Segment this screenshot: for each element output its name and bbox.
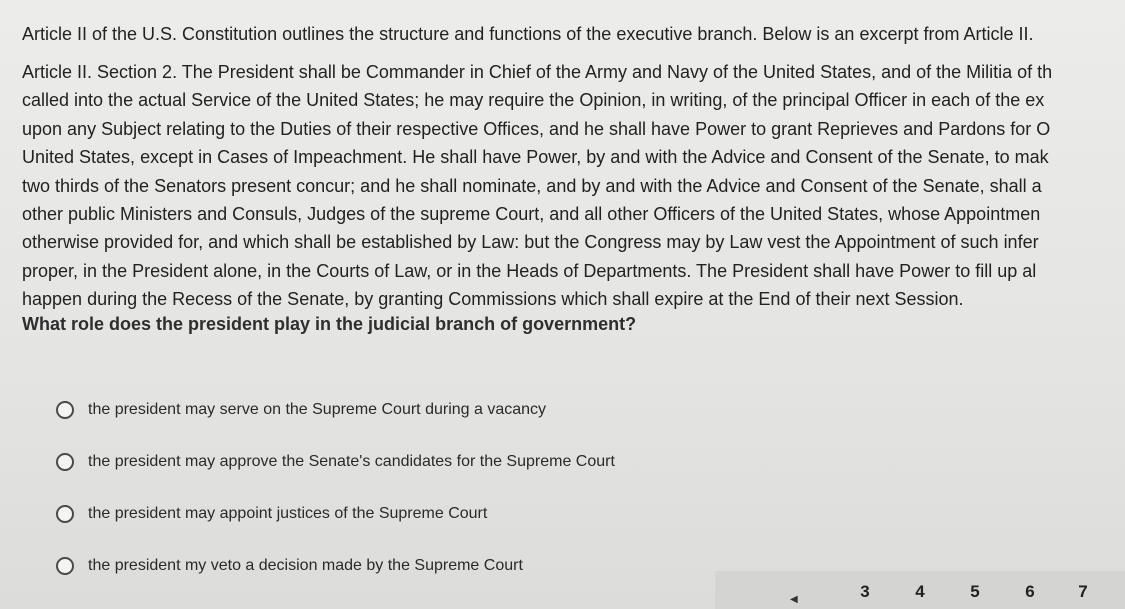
answer-option-1[interactable] — [56, 398, 546, 422]
answer-option-label: the president my veto a decision made by the Supreme Court — [88, 557, 523, 574]
excerpt-line: proper, in the President alone, in the Courts of Law, or in the Heads of Departments. The President shall have Power to fill up al — [22, 260, 1037, 281]
page-3-button[interactable]: 3 — [860, 582, 870, 601]
page-4-button[interactable]: 4 — [915, 582, 925, 601]
excerpt-line: Article II. Section 2. The President shall be Commander in Chief of the Army and Navy of the United States, and of the Militia of th — [22, 62, 1053, 82]
page-7-button[interactable]: 7 — [1078, 582, 1088, 601]
question-text: What role does the president play in the judicial branch of government? — [22, 314, 637, 334]
radio-button[interactable] — [56, 453, 74, 471]
excerpt-line: happen during the Recess of the Senate, by granting Commissions which shall expire at the End of their next Session. — [22, 289, 964, 310]
page-6-button[interactable]: 6 — [1025, 582, 1035, 601]
page-5-button[interactable]: 5 — [970, 582, 980, 601]
answer-option-label: the president may serve on the Supreme Court during a vacancy — [88, 401, 547, 418]
excerpt-line: upon any Subject relating to the Duties of their respective Offices, and he shall have Power to grant Reprieves and Pardons for O — [22, 118, 1051, 139]
answer-option-label: the president may appoint justices of the Supreme Court — [88, 505, 488, 522]
excerpt-line: called into the actual Service of the United States; he may require the Opinion, in writing, of the principal Officer in each of the ex — [22, 90, 1045, 111]
previous-arrow-icon[interactable]: ◀ — [790, 594, 798, 605]
radio-button[interactable] — [56, 401, 74, 419]
excerpt-line: United States, except in Cases of Impeachment. He shall have Power, by and with the Advice and Consent of the Senate, to mak — [22, 147, 1049, 168]
radio-button[interactable] — [56, 505, 74, 523]
excerpt-line: other public Ministers and Consuls, Judges of the supreme Court, and all other Officers of the United States, whose Appointmen — [22, 204, 1041, 225]
answer-option-label: the president may approve the Senate's candidates for the Supreme Court — [88, 453, 615, 470]
constitution-excerpt — [22, 58, 1125, 314]
excerpt-line: otherwise provided for, and which shall be established by Law: but the Congress may by Law vest the Appointment of such infer — [22, 232, 1039, 253]
answer-option-4[interactable] — [56, 554, 523, 578]
answer-option-2[interactable] — [56, 450, 615, 474]
answer-option-3[interactable] — [56, 502, 487, 526]
excerpt-line: two thirds of the Senators present concur; and he shall nominate, and by and with the Advice and Consent of the Senate, shall a — [22, 175, 1042, 196]
intro-text: Article II of the U.S. Constitution outlines the structure and functions of the executive branch. Below is an excerpt from Article II. — [22, 24, 1034, 44]
radio-button[interactable] — [56, 557, 74, 575]
